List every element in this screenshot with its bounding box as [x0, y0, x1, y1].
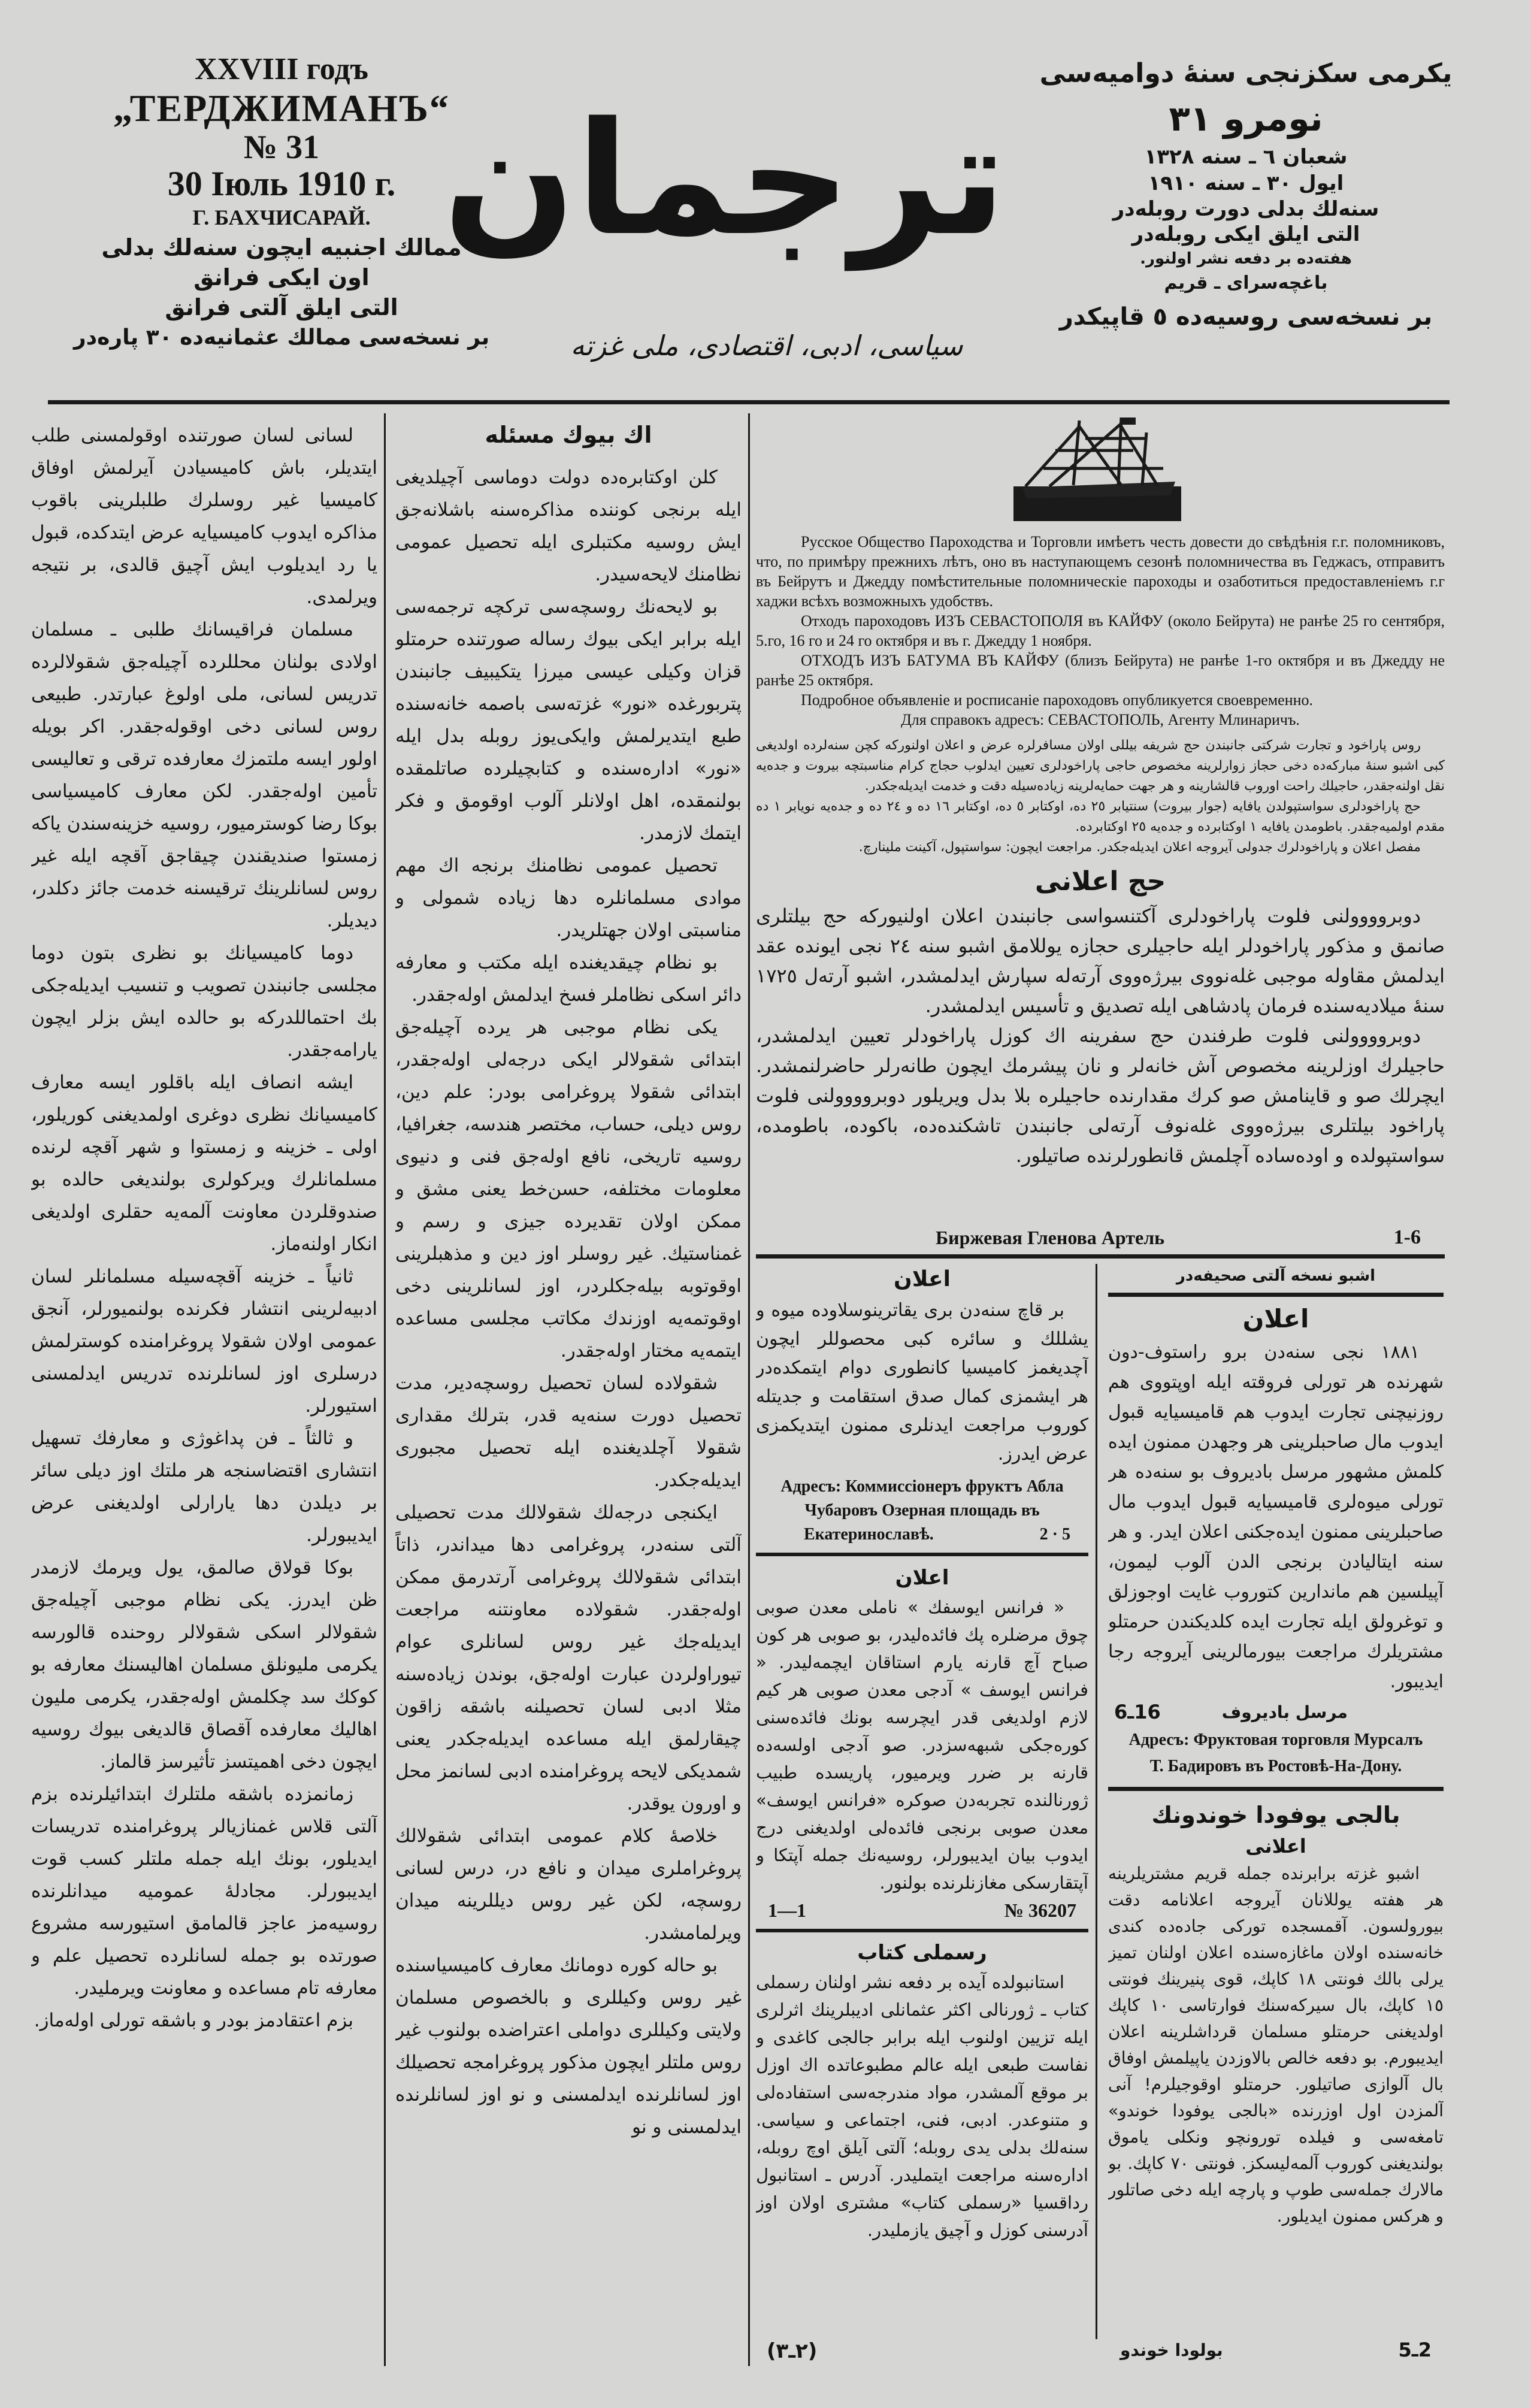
honey-ad-body [1108, 1861, 1444, 2334]
newspaper-title-ru: „ТЕРДЖИМАНЪ“ [113, 87, 450, 129]
fruit-ad-title: اعلان [894, 1267, 951, 1291]
ads-column-a [756, 1263, 1088, 2366]
fruit-trade-ad-title: اعلان [1242, 1304, 1309, 1333]
ad-paragraph: Подробное объявленіе и росписаніе пароходовъ опубликуется своевременно. [801, 691, 1314, 709]
paragraph: مسلمان فراقيسانك طلبى ـ مسلمان اولادى بولنان محللرده آچيله‌جق شقولالرده تدريس لسانى، ملى اولوغ عبارتدر. طبيعى روس لسانى دخى اوقوله‌جقدر. اكر بويله اولور ايسه ملتمزك معارفده ترقى و تعاليسى تأمين اوله‌جقدر. لكن معارف كاميسياسى بوكا رضا كوسترميور، روسيه خزينه‌سندن ياكه زمستوا صنديقندن چيقاجق آقچه ايله غير روس لسانلرينك ترقيسنه خدمت جائز دكلدر، ديديلر. [31, 619, 377, 931]
ad-paragraph: ОТХОДЪ ИЗЪ БАТУМА ВЪ КАЙФУ (близъ Бейрута) не ранѣе 1-го октября и въ Джедду не ранѣе 25 октября. [756, 652, 1445, 689]
ad-text: بر قاچ سنه‌دن برى يقاترينوسلاوده ميوه و يشللك و سائره كبى محصوللر ايچون آچديغمز كاميسيا كانطورى دوام ايتمكده‌در هر ايشمزى كمال صدق استقامت و جديتله كوروب مراجعت ايدنلرى ممنون ايتديكمزى عرض ايدرز. [756, 1300, 1088, 1465]
ad-code: (٢ـ٣) [767, 2339, 818, 2363]
masthead [443, 54, 1006, 362]
column-divider [748, 413, 750, 2366]
ad-signature: بولودا خوندو [1120, 2340, 1223, 2360]
ad-text: استانبولده آيده بر دفعه نشر اولنان رسملى كتاب ـ ژورنالى اكثر عثمانلى اديبلرينك اثرلرى ايله تزيين اولنوب ايله برابر جالجى كاغدى و نفاست طبعى ايله عالم مطبوعاتده اك اوزل بر موقع آلمشدر، مواد مندرجه‌سى استفاده‌لى و متنوعدر. ادبى، فنى، اجتماعى و سياسى. سنه‌لك بدلى يدى روبله؛ آلتى آيلق اوچ روبله، اداره‌سنه مراجعت ايتمليدر. آدرس ـ استانبول رداقسيا «رسملى كتاب» مشترى اولان اوز آدرسنى كوزل و آچيق يازمليدر. [756, 1972, 1088, 2240]
paragraph: بوكا قولاق صالمق، يول ويرمك لازمدر ظن ايدرز. يكى نظام موجبى آچيله‌جق شقولالر اسكى شقولالر روحنده قالورسه يكرمى مليونلق مسلمان اهاليسنك معارفه بو كوكك سد چكلمش اوله‌جقدر، يكرمى مليون اهاليك معارفده آقصاق قالديغى بيوك روسيه ايچون دخى اهميتسز تأثيرسز قالماز. [31, 1557, 377, 1772]
paragraph: حج پاراخودلرى سواستپولدن يافايه (جوار بيروت) سنتيابر ٢٥ ده، اوكتابر ٥ ده، اوكتابر ١٦ ده و ٢٤ ده و جده‌يه نويابر ١ ده مقدم اولميه‌جقدر. باطومدن يافايه ١ اوكتابرده و جده‌يه ٢٥ اوكتابرده. [756, 799, 1445, 834]
paragraph: دوبروووولنى فلوت پاراخودلرى آكتنسواسى جانبندن اعلان اولنيوركه حج بيلتلرى صانمق و مذكور پاراخودلر ايله حاجيلرى حجازه يوللامق اشبو سنه ٢٤ نجى ايونده عقد ايدلمش مقاوله موجبى غله‌نووى بيرژه‌ووى آرته‌له سپارش ايدلمشدر، اشبو آرته‌ل ١٧٢٥ سنهٔ ميلاديه‌سنده فرمان پادشاهى ايله تصديق و تأسيس ايدلمشدر. [756, 904, 1445, 1017]
city: Г. БАХЧИСАРАЙ. [192, 205, 371, 229]
header-right-line: شعبان ٦ ـ سنه ١٣٢٨ [1144, 145, 1348, 169]
header-right-number: نومرو ٣١ [1169, 98, 1323, 139]
price-line: التى ايلق آلتى فرانق [165, 294, 398, 320]
paragraph: بو لايحه‌نك روسچه‌سى تركچه ترجمه‌سى ايله برابر ايكى بيوك رساله صورتنده حرمتلو قزان وكيلى عيسى ميرزا يتكيبيف جانبندن پتربورغده «نور» غزته‌سى باصمه خانه‌سنده طبع ايتديرلمش وايكى‌يوز روبله بدل ايله «نور» اداره‌سنده و كتابچيلرده صاتلمقده بولنمقده، اهل اولانلر آلوب اوقومق و فكر ايتمك لازمدر. [395, 596, 742, 844]
section-rule [1108, 1787, 1444, 1791]
ad-signature: مرسل باديروف [1221, 1702, 1348, 1722]
magazine-ad-title: رسملى كتاب [857, 1941, 987, 1965]
paragraph: ايشه انصاف ايله باقلور ايسه معارف كاميسيانك نظرى دوغرى اولمديغنى كوريلور، اولى ـ خزينه و زمستوا و شهر آقچه لرنده مسلمانلرك ويركولرى بولنديغى حالده بو صندوقلردن معاونت آلمه‌يه حقلرى اولديغى انكار اولنه‌ماز. [31, 1072, 377, 1255]
ad-paragraph: Русское Общество Пароходства и Торговли имѣетъ честь довести до свѣдѣнія г.г. поломниковъ, что, по примѣру прежнихъ лѣтъ, оно въ наступающемъ сезонѣ поломничества въ Геджасъ, отправитъ въ Бейрутъ и Джедду помѣстительные поломническіе пароходы и озаботиться предоставленіемъ г.г хаджи всѣхъ возможныхъ удобствъ. [756, 533, 1445, 610]
paragraph: شقولاده لسان تحصيل روسچه‌دير، مدت تحصيل دورت سنه‌يه قدر، بترلك مقدارى شقولا آچلديغنده ايله تحصيل مجبورى ايديله‌جكدر. [395, 1372, 742, 1491]
year-label: XXVIII годъ [195, 52, 368, 86]
paragraph: ايكنجى درجه‌لك شقولالك مدت تحصيلى آلتى سنه‌در، پروغرامى دها ميداندر، ذاتاً ابتدائى شقولالك پروغرامى آرتدرمق ممكن اوله‌جقدر. شقولاده معاونتنه مراجعت ايديله‌جك غير روس لسانلرى عوام تيوراولردن عبارت اوله‌جق، بوندن زياده‌سنه مثلا ادبى لسان تحصيلنه باشقه زاقون چيقارلمق ايله مساعده ايديله‌جكدر يعنى شمديكى لايحه پروغرامنده ادبى لسانمز محل و اورون يوقدر. [395, 1502, 742, 1814]
fruit-trade-ad-body [1108, 1338, 1444, 1697]
header-right-line: باغچه‌سراى ـ قريم [1164, 273, 1328, 294]
address-line: Чубаровъ Озерная площадь въ [804, 1501, 1040, 1520]
address-line: Адресъ: Фруктовая торговля Мурсалъ [1128, 1731, 1423, 1749]
header-right-line: هفته‌ده بر دفعه نشر اولنور. [1140, 250, 1352, 268]
address-line: Т. Бадировъ въ Ростовѣ-На-Дону. [1149, 1757, 1402, 1775]
paragraph: لسانى لسان صورتنده اوقولمسنى طلب ايتديلر، باش كاميسيادن آيرلمش اوفاق كاميسيا غير روسلرك طلبلرينى باقوب مذاكره ايدوب كاميسيايه عرض ايتدكده، قبول يا رد ايديلوب ايش آچيق قالدى، بر نتيجه ويرلمدى. [31, 425, 377, 608]
ad-contact: Для справокъ адресъ: СЕВАСТОПОЛЬ, Агенту Млинаричъ. [901, 711, 1300, 728]
address-line: Адресъ: Коммиссіонеръ фруктъ Абла [780, 1477, 1064, 1496]
paragraph: يكى نظام موجبى هر يرده آچيله‌جق ابتدائى شقولالر ايكى درجه‌لى اوله‌جقدر، ابتدائى شقولا پروغرامى بودر: علم دين، روس ديلى، حساب، مختصر هندسه، جغرافيا، روسيه تاريخى، نافع اوله‌جق فنى و دنيوى معلومات مختلفه، حسن‌خط يعنى مشق و ممكن اولان تقديرده جيزى و رسم و غمناستيك. غير روسلر اوز دين و مذهبلرينى اوقوتوبه بيله‌جكلردر، اوز لسانلرينى دخى اوقوتمه‌يه اوزندك مكاتب مجلسى مساعده ايتمه‌يه مختار اوله‌جقدر. [395, 1017, 742, 1362]
ad-code: 2ـ5 [1398, 2339, 1432, 2361]
issue-number: № 31 [243, 129, 320, 166]
section-rule [756, 1929, 1088, 1932]
ad-text: « فرانس ايوسفك » ناملى معدن صوبى چوق مرضلره پك فائده‌ليدر، بو صوبى هر كون صباح آچ قارنه يارم استاقان ايچمه‌ليدر. « فرانس ايوسف » آدجى معدن صوبى هر كيم لازم اولديغى قدر ايچرسه بونك فائده‌سنى كوره‌جكى شبهه‌سزدر. صو آدجى اولسه‌ده قارنه بر ضرر ويرميور، پاريسده طبيب ژورنالنده تجربه‌دن صوكره «فرانس ايوسف» معدن صوبى برنجى فائده‌لى اولديغنى درج ايدوب بيان ايديبورلر، روسيه‌نك جمله آپتكا و آپتقارسكى مغازنلرنده بولنور. [756, 1597, 1088, 1893]
price-line: اون ايكى فرانق [193, 264, 370, 291]
right-top-section [756, 415, 1445, 1251]
left-column-article [31, 419, 377, 2366]
ad-text: اشبو غزته برابرنده جمله قريم مشتريلرينه هر هفته يوللانان آيروجه اعلانامه دقت بيورولسون. آقمسجده توركى جاده‌ده كندى خانه‌سنده اولان ماغازه‌سنده اعلان اولنان تميز يرلى بالك فونتى ١٨ كاپك، قوى پنيرينك فونتى ١٥ كاپك، بال سيركه‌سنك فوارتاسى ١٠ كاپك اولديغنى حرمتلو مسلمان قرداشلرينه اعلان ايديبورم. بو دفعه خالص بالاوزدن ياپيلمش اوفاق بال آلوازى صاتيلور. حرمتلو اوقوجيلرم! آنى آلمزدن اول اوزرنده «بالجى يوفودا خوندو» تامغه‌سى و فيلده تورونچو ونكلى ياموق بولنديغنى كوروب آلمه‌ليسكز. فونتى ٧٠ كاپك. بو مالارك جمله‌سى طوپ و پارچه ايله دخى صاتلور و هركس ممنون ايديلور. [1108, 1864, 1444, 2226]
section-rule [756, 1254, 1445, 1259]
header-right-line: يكرمى سكزنجى سنهٔ دواميه‌سى [1039, 58, 1453, 89]
fruit-trade-address [1108, 1727, 1444, 1780]
steamship-ad-ar [756, 736, 1445, 858]
page-count-note: اشبو نسخه آلتى صحيفه‌در [1176, 1267, 1376, 1285]
paragraph: بو حاله كوره دومانك معارف كاميسياسنده غير روس وكيللرى و بالخصوص مسلمان ولايتى وكيللرى دواملى اعتراضده بولنوب غير روس ملتلر ايچون مذكور پروغرامجه تحصيلك اوز لسانلرنده ايدلمسنى و نو اوز لسانلرنده ايدلمسنى و نو [395, 1955, 742, 2138]
paragraph: دوبروووولنى فلوت طرفندن حج سفرينه اك كوزل پاراخودلر تعيين ايدلمشدر، حاجيلرك اوزلرينه مخصوص آش خانه‌لر و نان پيشرمك ايچون طانه‌رلر حاضرلنمشدر. ايچرلك صو و قاينامش صو كرك مقدارنده حاجيلره بلا بدل ويريلور دوبروووولنى فلوت پاراخود بيلتلرى بيرژه‌ووى غله‌نوف آرته‌لى جانبندن تاشكنده‌ده، باكوده، باطومده، سواستپولده و اوده‌ساده آچلمش قانطورلرنده صاتيلور. [756, 1024, 1445, 1167]
masthead-logo: ترجمان [443, 89, 1006, 270]
column-divider [384, 413, 386, 2366]
hajj-notice-title: حج اعلانى [1034, 866, 1166, 897]
fruit-ad-body [756, 1296, 1088, 1469]
hajj-notice-signature: Биржевая Гленова Артель [936, 1226, 1165, 1248]
ad-code: 2 · 5 [1039, 1525, 1070, 1544]
honey-ad-title: بالجى يوفودا خوندونك [1151, 1802, 1400, 1828]
price-line: بر نسخه‌سى ممالك عثمانيه‌ده ٣٠ پاره‌در [73, 325, 490, 350]
header-right-line: التى ايلق ايكى روبله‌در [1131, 222, 1360, 246]
paragraph: زمانمزده باشقه ملتلرك ابتدائيلرنده بزم آلتى قلاس غمنازيالر پروغرامنده تدريسات ايديلور، بونك ايله جمله ملتلر كسب قوت ايديبورلر. مجادلهٔ عموميه ميدانلرنده روسيه‌مز عاجز قالمامق استيورسه مشروع صورتده بو جمله لسانلرده تحصيل علم و معارفه تام مساعده و معاونت ويرمليدر. [31, 1783, 377, 1999]
paragraph: تحصيل عمومى نظامنك برنجه اك مهم موادى مسلمانلره دها زياده شمولى و مناسبتى اولان جهتلريدر. [395, 855, 742, 941]
address-city: Екатеринославѣ. [804, 1525, 934, 1544]
ad-paragraph: Отходъ пароходовъ ИЗЪ СЕВАСТОПОЛЯ въ КАЙФУ (около Бейрута) не ранѣе 25 го сентября, 5.го, 16 го и 24 го октября и въ г. Джедду 1 ноября. [756, 612, 1445, 649]
steamship-illustration-icon [1013, 415, 1187, 521]
ad-text: ١٨٨١ نجى سنه‌دن برو راستوف-دون شهرنده هر تورلى فروقته ايله اوپتووى هم روزنيچنى تجارت ايدوب هم قاميسيايه قبول ايدوب مال صاحبلرينى هر وجهدن ممنون ايده كلمش مشهور مرسل باديروف بو سنه‌ده هر تورلى ميوه‌لرى قاميسيايه قبول ايدوب مال صاحبلرينى ممنون ايده‌جكنى اعلان ايدر. و هر سنه ايتاليادن برنجى الدن آلوب ليمون، آپيلسين هم ماندارين كتوروب غايت اوجوزلق و توغرولق ايله تجارت ايده كلديكندن حرمتلو مشتريلرك مراجعت بيورمالرينى آيروجه رجا ايديبور. [1108, 1342, 1444, 1692]
paragraph: بزم اعتقادمز بودر و باشقه تورلى اوله‌ماز. [34, 2010, 353, 2031]
masthead-subtitle: سياسى، ادبى، اقتصادى، ملى غزته [570, 329, 963, 362]
hajj-notice-body [756, 901, 1445, 1222]
column-divider [1096, 1264, 1097, 2339]
price-line: ممالك اجنبيه ايچون سنه‌لك بدلى [101, 234, 462, 261]
paragraph: بو نظام چيقديغنده ايله مكتب و معارفه دائر اسكى نظاملر فسخ ايدلمش اوله‌جقدر. [395, 952, 742, 1006]
section-rule [756, 1553, 1088, 1556]
mineral-water-ad-title: اعلان [895, 1566, 949, 1590]
header-right-line: سنه‌لك بدلى دورت روبله‌در [1112, 197, 1379, 221]
honey-ad-footer [1108, 2334, 1444, 2366]
middle-column-article [395, 461, 742, 2366]
magazine-ad-body [756, 1968, 1088, 2336]
ad-number: № 36207 [1004, 1899, 1076, 1921]
middle-article-title: اك بيوك مسئله [485, 422, 652, 448]
fruit-trade-ad-footer [1108, 1697, 1444, 1727]
paragraph: روس پاراخود و تجارت شركتى جانبندن حج شريفه بيللى اولان مسافرلره عرض و اعلان اولنوركه كچن سنه‌لرده اولديغى كبى اشبو سنهٔ مباركه‌ده دخى حجاز زوارلرينه مخصوص حاجى پاراخودلرى تعيين ايدلوب حجاج كرام مناسبتچه بيروت و جده‌يه نقل اولنه‌جقدر، حاجيلك راحت اوروب قالشارينه و هر جهت حمايه‌لرينه زياده‌سيله دقت و خدمت ايديله‌جكدر. [756, 738, 1445, 794]
paragraph: مفصل اعلان و پاراخودلرك جدولى آيروجه اعلان ايديله‌جكدر. مراجعت ايچون: سواستپول، آكينت ملينارچ. [858, 840, 1421, 855]
hajj-notice-code: 1-6 [1393, 1226, 1421, 1248]
mineral-water-ad-footer [756, 1896, 1088, 1924]
honey-ad-subtitle: اعلانى [1245, 1835, 1306, 1858]
paragraph: كلن اوكتابره‌ده دولت دوماسى آچيلديغى ايله برنجى كوننده مذاكره‌سنه باشلانه‌جق ايش روسيه مكتبلرى ايله تحصيل عمومى نظامنك لايحه‌سيدر. [395, 467, 742, 585]
ads-column-b [1108, 1263, 1444, 2366]
header-right-price: بر نسخه‌سى روسيه‌ده ٥ قاپيكدر [1059, 303, 1433, 331]
header-right [1018, 54, 1473, 338]
steamship-ad-ru [756, 532, 1445, 730]
ad-code: 16ـ6 [1114, 1701, 1161, 1723]
paragraph: و ثالثاً ـ فن پداغوژى و معارفك تسهيل انتشارى اقتضاسنجه هر ملتك اوز ديلى سائر بر ديلدن دها يارارلى اولديغنى عرض ايديبورلر. [31, 1427, 377, 1546]
header-rule [48, 400, 1450, 404]
ad-code: 1—1 [768, 1899, 806, 1921]
section-rule [1108, 1293, 1444, 1297]
mineral-water-ad-body [756, 1593, 1088, 1896]
paragraph: دوما كاميسيانك بو نظرى بتون دوما مجلسى جانبندن تصويب و تنسيب ايديله‌جكى بك احتماللدركه بو حالده ايش بزلر ايچون يارامه‌جقدر. [31, 942, 377, 1061]
paragraph: ثانياً ـ خزينه آقچه‌سيله مسلمانلر لسان ادبيه‌لرينى انتشار فكرنده بولنميورلر، آنجق عمومى اولان شقولا پروغرامنده كوسترلمش درسلرى اوز لسانلرنده تدريس ايدلمسنى استيورلر. [31, 1266, 377, 1417]
fruit-ad-address [756, 1475, 1088, 1547]
paragraph: خلاصهٔ كلام عمومى ابتدائى شقولالك پروغراملرى ميدان و نافع در، درس لسانى روسچه، لكن غير روس ديللرينه ميدان ويرلمامشدر. [395, 1825, 742, 1944]
issue-date: 30 Іюль 1910 г. [167, 164, 396, 203]
header-right-line: ايول ٣٠ ـ سنه ١٩١٠ [1148, 171, 1344, 195]
hajj-notice-footer [756, 1222, 1445, 1251]
address-line [756, 1523, 1088, 1547]
